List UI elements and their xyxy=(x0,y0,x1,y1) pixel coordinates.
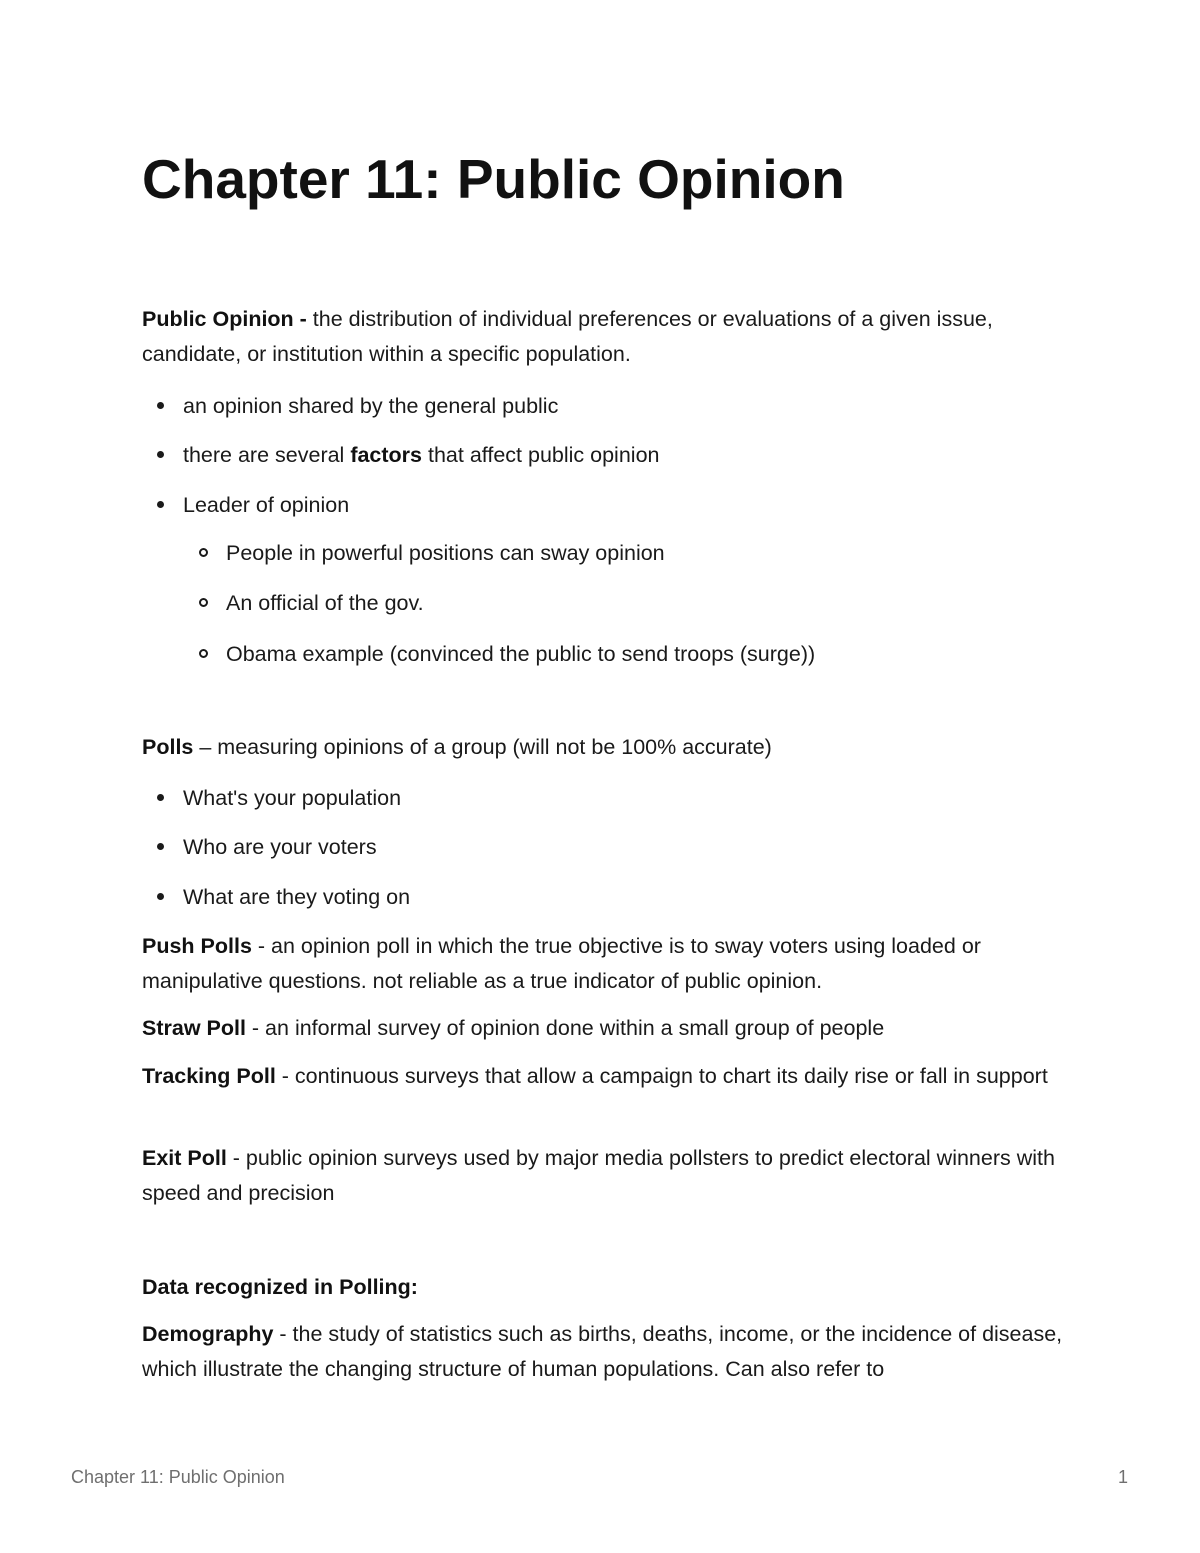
sub-bullet-icon xyxy=(199,649,208,658)
definition-text: the distribution of individual preferences or evaluations of a given issue, candidate, or institution within a specific population. xyxy=(142,307,993,366)
demography-definition xyxy=(142,1317,1072,1387)
term-tracking-poll: Tracking Poll xyxy=(142,1064,276,1088)
bullet-icon xyxy=(157,501,164,508)
list-item xyxy=(183,440,659,470)
sub-list-item: People in powerful positions can sway opinion xyxy=(226,541,665,565)
definition-text: – measuring opinions of a group (will not be 100% accurate) xyxy=(193,735,772,759)
definition-text: - an opinion poll in which the true objective is to sway voters using loaded or manipulative questions. not reliable as a true indicator of public opinion. xyxy=(142,934,981,993)
bullet-icon xyxy=(157,794,164,801)
sub-list-item: Obama example (convinced the public to send troops (surge)) xyxy=(226,642,816,666)
term-factors: factors xyxy=(350,443,423,467)
list-item: What's your population xyxy=(183,786,402,810)
tracking-poll-definition xyxy=(142,1059,1072,1094)
page-number: 1 xyxy=(1118,1467,1129,1487)
term-push-polls: Push Polls xyxy=(142,934,252,958)
term-polls: Polls xyxy=(142,735,194,759)
section-heading xyxy=(142,1270,1072,1305)
definition-text: - an informal survey of opinion done within a small group of people xyxy=(245,1016,885,1040)
section-heading-text: Data recognized in Polling: xyxy=(142,1275,418,1299)
list-item: Who are your voters xyxy=(183,835,377,859)
bullet-icon xyxy=(157,843,164,850)
term-exit-poll: Exit Poll xyxy=(142,1146,227,1170)
bullet-icon xyxy=(157,893,164,900)
list-item-text: that affect public opinion xyxy=(422,443,660,467)
sub-bullet-icon xyxy=(199,548,208,557)
public-opinion-definition xyxy=(142,302,1072,372)
footer-title: Chapter 11: Public Opinion xyxy=(71,1467,285,1487)
exit-poll-definition xyxy=(142,1141,1072,1211)
page-title: Chapter 11: Public Opinion xyxy=(142,148,845,210)
list-item: Leader of opinion xyxy=(183,493,350,517)
term-public-opinion: Public Opinion - xyxy=(142,307,307,331)
list-item: What are they voting on xyxy=(183,885,411,909)
list-item: an opinion shared by the general public xyxy=(183,394,559,418)
sub-list-item: An official of the gov. xyxy=(226,591,424,615)
polls-definition xyxy=(142,730,1072,765)
sub-bullet-icon xyxy=(199,598,208,607)
straw-poll-definition xyxy=(142,1011,1072,1046)
term-straw-poll: Straw Poll xyxy=(142,1016,246,1040)
definition-text: - public opinion surveys used by major media pollsters to predict electoral winners with speed and precision xyxy=(142,1146,1055,1205)
definition-text: - the study of statistics such as births, deaths, income, or the incidence of disease, which illustrate the changing structure of human populations. Can also refer to xyxy=(142,1322,1063,1381)
bullet-icon xyxy=(157,402,164,409)
bullet-icon xyxy=(157,451,164,458)
definition-text: - continuous surveys that allow a campaign to chart its daily rise or fall in support xyxy=(275,1064,1048,1088)
push-polls-definition xyxy=(142,929,1072,999)
term-demography: Demography xyxy=(142,1322,274,1346)
list-item-text: there are several xyxy=(183,443,351,467)
